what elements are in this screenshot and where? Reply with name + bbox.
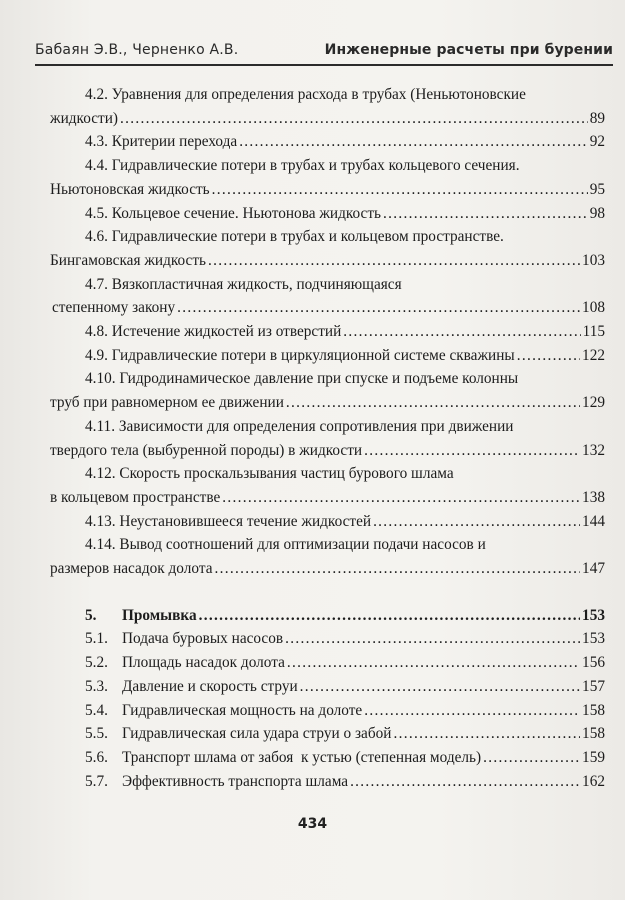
toc-section-title: Промывка [122,606,197,624]
toc-page-number: 158 [582,701,605,719]
dot-leader [300,675,580,699]
toc-entry-5-2 [85,651,605,675]
toc-entry-number: 5.2. [85,654,108,672]
toc-entry-text: 4.14. Вывод соотношений для оптимизации подачи насосов и [85,536,486,554]
toc-entry-4-14 [50,533,605,580]
toc-entry-text: твердого тела (выбуренной породы) в жидкости [50,441,363,459]
toc-page-number: 157 [582,677,605,695]
dot-leader [286,391,580,415]
toc-page-number: 156 [582,654,605,672]
toc-entry-4-2 [50,83,605,130]
toc-entry-4-7 [52,273,605,320]
toc-entry-number: 5.1. [85,630,108,648]
toc-page-number: 147 [582,560,605,578]
dot-leader [239,130,588,154]
toc-entry-number: 5.7. [85,772,108,790]
toc-entry-4-9 [85,344,605,368]
toc-page-number: 132 [582,441,605,459]
page-number: 434 [297,816,328,832]
toc-page-number: 108 [582,299,605,317]
toc-entry-text: 4.8. Истечение жидкостей из отверстий [85,323,342,341]
toc-page-number: 92 [589,133,605,151]
toc-entry-text: Ньютоновская жидкость [50,180,210,198]
toc-entry-text: 4.6. Гидравлические потери в трубах и кольцевом пространстве. [85,228,504,246]
dot-leader [199,604,580,628]
toc-page-number: 162 [582,772,605,790]
toc-page-number: 144 [582,512,605,530]
toc-entry-text: 4.10. Гидродинамическое давление при спуске и подъеме колонны [85,370,519,388]
toc-entry-text: 4.3. Критерии перехода [85,133,238,151]
dot-leader [177,296,580,320]
toc-entry-text: размеров насадок долота [50,560,213,578]
toc-page-number: 115 [582,323,605,341]
toc-entry-4-11 [50,415,605,462]
toc-page-number: 129 [582,394,605,412]
dot-leader [222,486,580,510]
toc-entry-4-5 [85,202,605,226]
toc-entry-4-8 [85,320,605,344]
table-of-contents [50,83,605,793]
dot-leader [343,320,580,344]
dot-leader [383,202,588,226]
dot-leader [208,249,580,273]
toc-entry-5-4 [85,699,605,723]
dot-leader [212,178,588,202]
toc-entry-5-5 [85,722,605,746]
toc-entry-text: 4.7. Вязкопластичная жидкость, подчиняющаяся [85,275,402,293]
dot-leader [120,107,588,131]
dot-leader [285,627,580,651]
toc-entry-4-10 [50,367,605,414]
toc-entry-text: Эффективность транспорта шлама [122,772,349,790]
toc-entry-text: Гидравлическая сила удара струи о забой [122,725,392,743]
toc-entry-4-13 [85,510,605,534]
toc-page-number: 158 [582,725,605,743]
toc-entry-text: Давление и скорость струи [122,677,298,695]
toc-entry-5-1 [85,627,605,651]
toc-entry-text: 4.11. Зависимости для определения сопротивления при движении [85,417,514,435]
toc-page-number: 89 [589,109,605,127]
toc-section-number: 5. [85,606,97,624]
toc-entry-number: 5.4. [85,701,108,719]
toc-entry-number: 5.6. [85,748,108,766]
header-book-title: Инженерные расчеты при бурении [324,42,613,58]
dot-leader [287,651,580,675]
header-authors: Бабаян Э.В., Черненко А.В. [35,42,239,58]
toc-entry-5-3 [85,675,605,699]
toc-entry-4-4 [50,154,605,201]
toc-page-number: 138 [582,488,605,506]
toc-entry-number: 5.5. [85,725,108,743]
toc-page-number: 153 [582,630,605,648]
dot-leader [393,722,580,746]
toc-entry-text: Транспорт шлама от забоя к устью (степенная модель) [122,748,482,766]
dot-leader [483,746,580,770]
toc-entry-text: Площадь насадок долота [122,654,285,672]
toc-entry-5-7 [85,770,605,794]
toc-page-number: 153 [582,606,605,624]
toc-entry-text: 4.12. Скорость проскальзывания частиц бурового шлама [85,465,454,483]
toc-entry-text: 4.5. Кольцевое сечение. Ньютонова жидкость [85,204,382,222]
dot-leader [214,557,580,581]
toc-entry-4-12 [50,462,605,509]
toc-page-number: 159 [582,748,605,766]
header-divider [35,64,613,66]
toc-entry-number: 5.3. [85,677,108,695]
dot-leader [364,439,580,463]
toc-page-number: 103 [582,251,605,269]
toc-page-number: 98 [589,204,605,222]
toc-section-5 [85,604,605,628]
toc-entry-text: 4.9. Гидравлические потери в циркуляционной системе скважины [85,346,515,364]
toc-entry-5-6 [85,746,605,770]
toc-entry-text: жидкости) [50,109,118,127]
toc-entry-text: в кольцевом пространстве [50,488,221,506]
dot-leader [350,770,580,794]
toc-entry-text: труб при равномерном ее движении [50,394,284,412]
toc-entry-4-6 [50,225,605,272]
toc-page-number: 95 [589,180,605,198]
toc-entry-4-3 [85,130,605,154]
toc-entry-text: 4.2. Уравнения для определения расхода в трубах (Неньютоновские [85,86,526,103]
dot-leader [373,510,580,534]
toc-entry-text: Бингамовская жидкость [50,251,206,269]
toc-entry-text: степенному закону [52,299,176,317]
toc-entry-text: Подача буровых насосов [122,630,284,648]
dot-leader [364,699,580,723]
toc-entry-text: Гидравлическая мощность на долоте [122,701,363,719]
dot-leader [517,344,580,368]
toc-entry-text: 4.4. Гидравлические потери в трубах и трубах кольцевого сечения. [85,157,520,175]
toc-entry-text: 4.13. Неустановившееся течение жидкостей [85,512,372,530]
toc-page-number: 122 [582,346,605,364]
